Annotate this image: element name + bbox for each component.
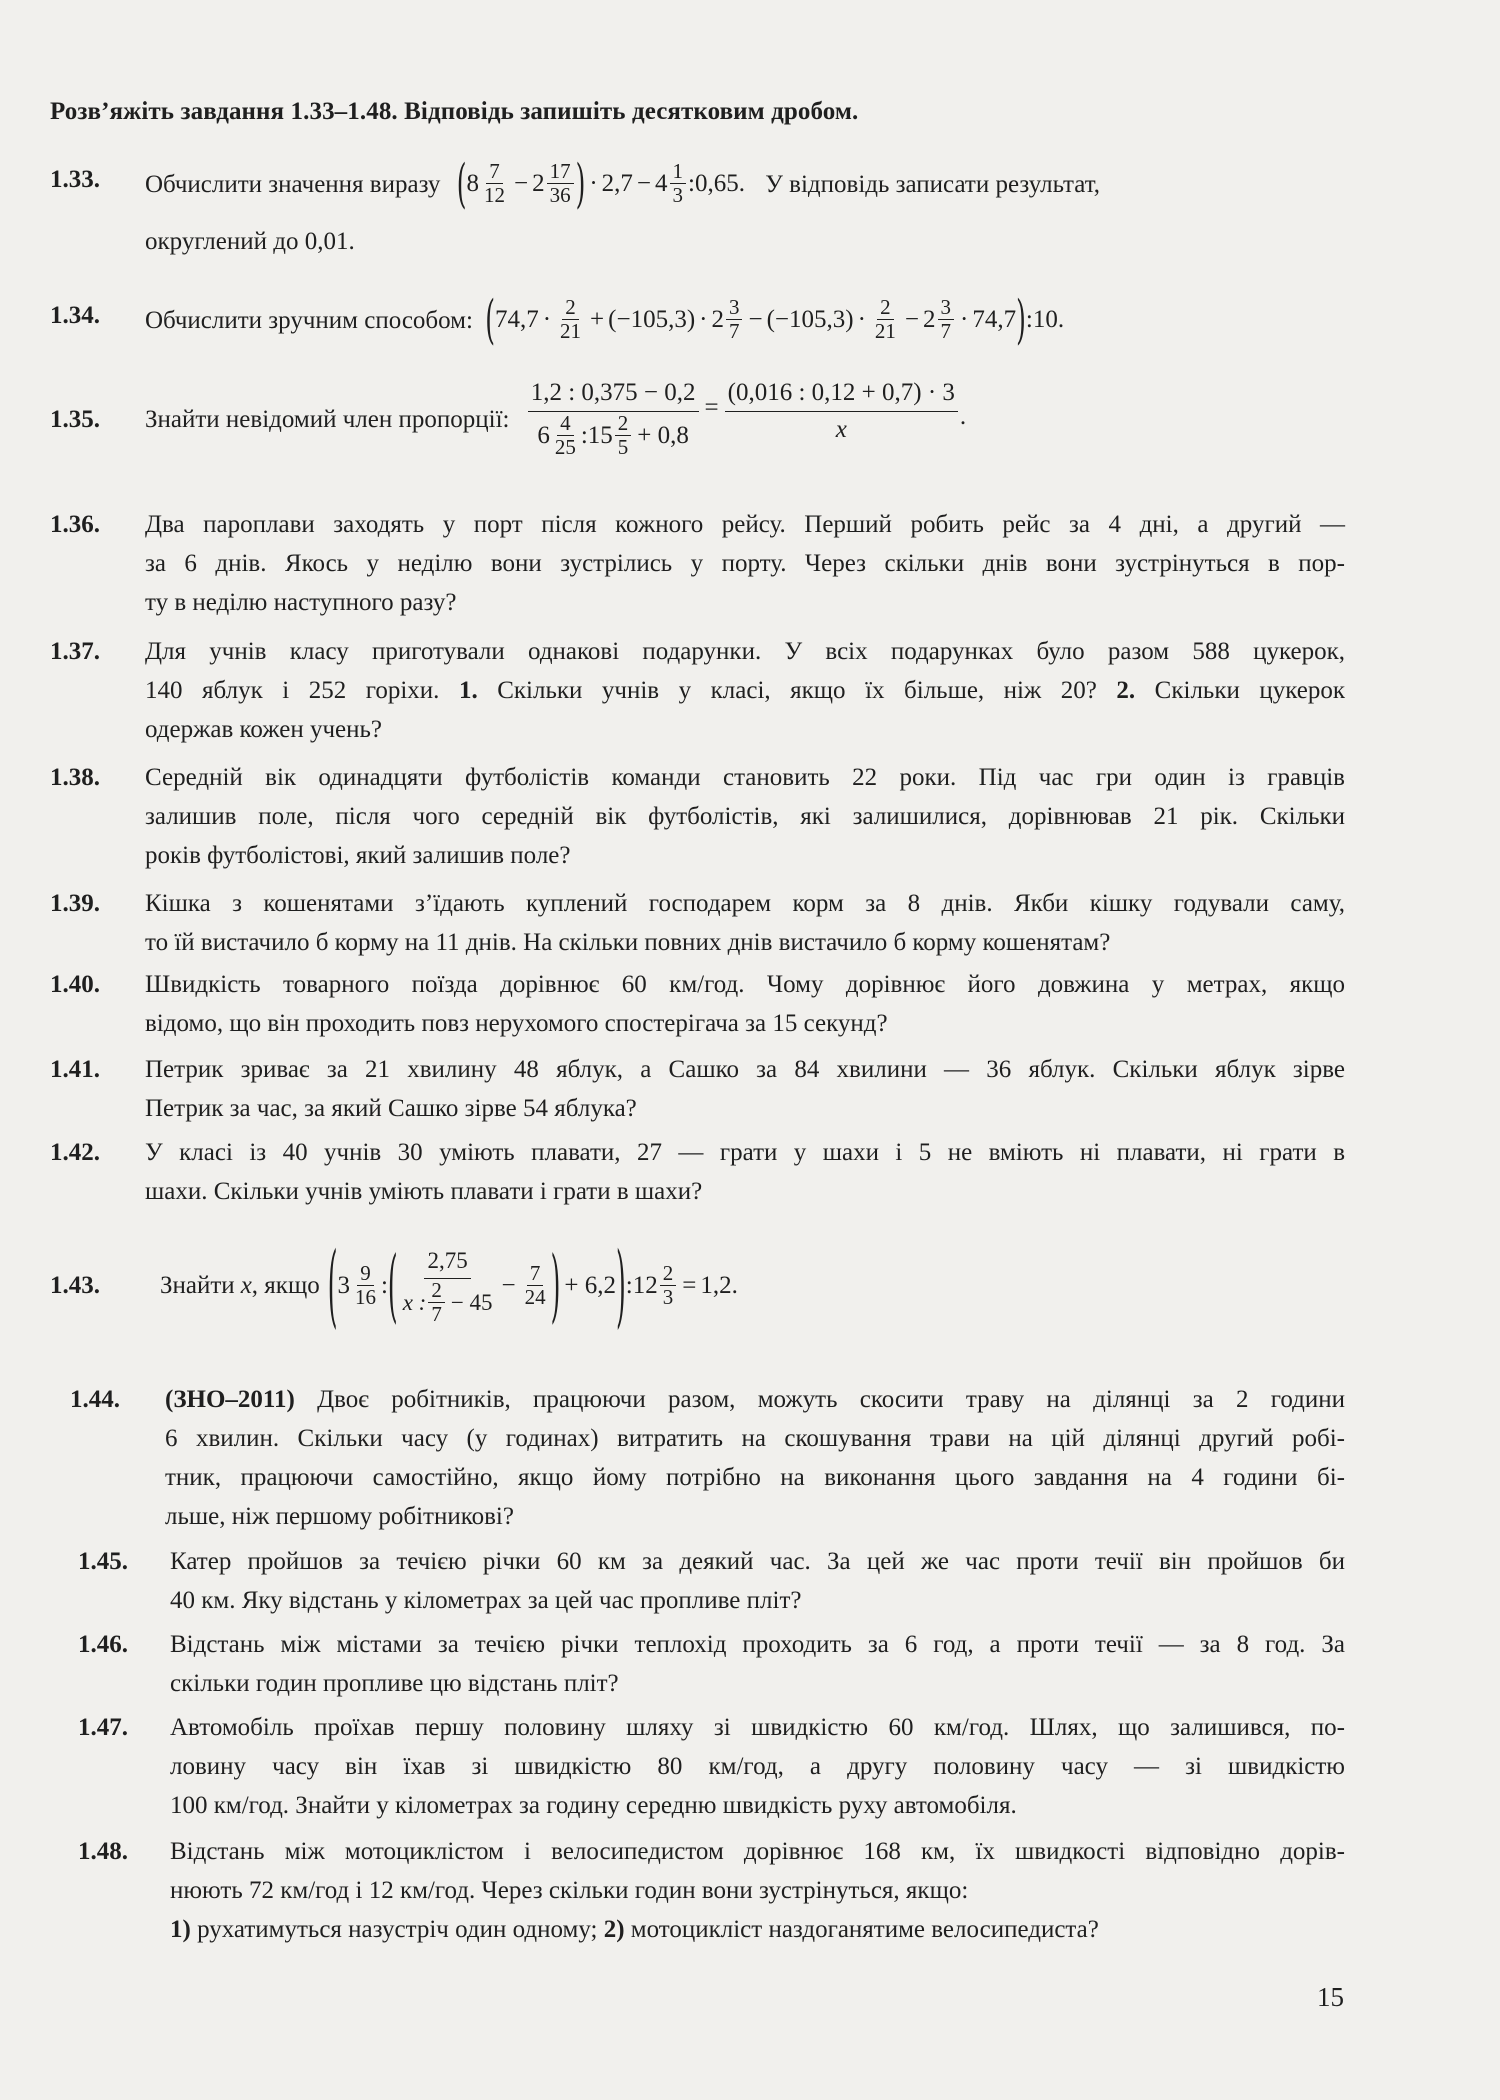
problem-1-40 <box>50 965 1350 1045</box>
problem-number: 1.34. <box>50 302 100 329</box>
problem-1-48 <box>50 1832 1350 1962</box>
problem-1-42 <box>50 1133 1350 1213</box>
problem-text-line: Відстань між мотоциклістом і велосипедистом дорівнює 168 км, їх швидкості відповідно дорів- <box>170 1838 1345 1865</box>
problem-text-line: Відстань між містами за течією річки теплохід проходить за 6 год, а проти течії — за 8 год. За <box>170 1631 1345 1658</box>
problem-text-line: 40 км. Яку відстань у кілометрах за цей час пропливе пліт? <box>170 1587 802 1614</box>
problem-number: 1.48. <box>78 1838 128 1865</box>
page-number: 15 <box>1317 1982 1344 2012</box>
problem-text-line: залишив поле, після чого середній вік футболістів, які залишилися, дорівнював 21 рік. Скільки <box>145 803 1345 830</box>
problem-1-47 <box>50 1708 1350 1828</box>
problem-1-46 <box>50 1625 1350 1705</box>
problem-text: , якщо <box>251 1271 320 1299</box>
problem-text-line: за 6 днів. Якось у неділю вони зустрілись у порту. Через скільки днів вони зустрінуться в пор- <box>145 550 1345 577</box>
problem-text: округлений до 0,01. <box>145 228 355 255</box>
problem-text-line: льше, ніж першому робітникові? <box>165 1503 514 1530</box>
problem-text: Обчислити зручним способом: <box>145 307 473 334</box>
problem-number: 1.40. <box>50 971 100 998</box>
problem-text-line: скільки годин пропливе цю відстань пліт? <box>170 1670 619 1697</box>
problem-text-line: 140 яблук і 252 горіхи. 1. Скільки учнів у класі, якщо їх більше, ніж 20? 2. Скільки цукерок <box>145 677 1345 704</box>
problem-number: 1.35. <box>50 406 100 433</box>
problem-text-line: Два пароплави заходять у порт після кожного рейсу. Перший робить рейс за 4 дні, а другий — <box>145 511 1345 538</box>
problem-text-line: У класі із 40 учнів 30 уміють плавати, 27 — грати у шахи і 5 не вміють ні плавати, ні грати в <box>145 1139 1345 1166</box>
problem-number: 1.38. <box>50 764 100 791</box>
math-expression: ( 3 $\frac{9}{16}$ : ( 2,75 x : $\frac{2}{7}$ − 45 − $\frac{7}{24}$ ) + 6,2 ) : 12 $\frac{2}{3}$ = 1,2 . <box>327 1232 738 1338</box>
problem-text-line: Кішка з кошенятами з’їдають куплений господарем корм за 8 днів. Якби кішку годували саму, <box>145 890 1345 917</box>
problem-text-line: Катер пройшов за течією річки 60 км за деякий час. За цей же час проти течії він пройшов би <box>170 1548 1345 1575</box>
problem-number: 1.44. <box>70 1386 120 1413</box>
problem-number: 1.37. <box>50 638 100 665</box>
problem-text-line: відомо, що він проходить повз нерухомого спостерігача за 15 секунд? <box>145 1010 888 1037</box>
problem-text: Знайти невідомий член пропорції: <box>145 406 510 433</box>
problem-1-41 <box>50 1050 1350 1130</box>
problem-1-33 <box>50 153 1350 260</box>
problem-text: У відповідь записати результат, <box>765 171 1100 198</box>
problem-number: 1.36. <box>50 511 100 538</box>
problem-text-line: нюють 72 км/год і 12 км/год. Через скільки годин вони зустрінуться, якщо: <box>170 1877 969 1904</box>
problem-number: 1.42. <box>50 1139 100 1166</box>
problem-number: 1.39. <box>50 890 100 917</box>
problem-text-line: тник, працюючи самостійно, якщо йому потрібно на виконання цього завдання на 4 години бі- <box>165 1464 1345 1491</box>
problem-text: Знайти <box>160 1271 235 1299</box>
math-expression: ( 8 $\frac{7}{12}$ − 2 $\frac{17}{36}$ ) · 2,7 − 4 $\frac{1}{3}$ : 0,65 . <box>456 153 745 214</box>
problem-text-line: Швидкість товарного поїзда дорівнює 60 км/год. Чому дорівнює його довжина у метрах, якщо <box>145 971 1345 998</box>
problem-1-38 <box>50 758 1350 878</box>
problem-text-line: ту в неділю наступного разу? <box>145 589 457 616</box>
problem-number: 1.47. <box>78 1714 128 1741</box>
problem-text-line: Автомобіль проїхав першу половину шляху зі швидкістю 60 км/год. Шлях, що залишився, по- <box>170 1714 1345 1741</box>
problem-text-line: 6 хвилин. Скільки часу (у годинах) витратить на скошування трави на цій ділянці другий робі- <box>165 1425 1345 1452</box>
problem-text-line: 1) рухатимуться назустріч один одному; 2) мотоцикліст наздоганятиме велосипедиста? <box>170 1916 1099 1943</box>
problem-1-36 <box>50 505 1350 625</box>
problem-number: 1.33. <box>50 166 100 193</box>
section-heading: Розв’яжіть завдання 1.33–1.48. Відповідь запишіть десятковим дробом. <box>50 98 859 125</box>
problem-1-39 <box>50 884 1350 964</box>
math-expression: 1,2 : 0,375 − 0,2 6 $\frac{4}{25}$ : 15 $\frac{2}{5}$ + 0,8 = $\frac{(0,016 : 0,12 + 0,7) \cdot 3}{x}$ . <box>526 375 966 459</box>
problem-1-45 <box>50 1542 1350 1622</box>
problem-text-line: Для учнів класу приготували однакові подарунки. У всіх подарунках було разом 588 цукерок, <box>145 638 1345 665</box>
problem-number: 1.45. <box>78 1548 128 1575</box>
problem-text-line: (ЗНО–2011) Двоє робітників, працюючи разом, можуть скосити траву на ділянці за 2 години <box>165 1386 1346 1413</box>
problem-1-43: 1.43. Знайти x , якщо ( 3 $\frac{9}{16}$ : ( 2,75 x : $\frac{2}{7}$ − 45 − $\frac{7}{24}$ ) + 6,2 ) : 12 $\frac{2}{3}$ = 1,2 . <box>50 1232 738 1338</box>
problem-text-line: ловину часу він їхав зі швидкістю 80 км/год, а другу половину часу — зі швидкістю <box>170 1753 1345 1780</box>
problem-text-line: років футболістові, який залишив поле? <box>145 842 571 869</box>
problem-1-37 <box>50 632 1350 752</box>
problem-1-44 <box>50 1380 1350 1540</box>
problem-text-line: шахи. Скільки учнів уміють плавати і грати в шахи? <box>145 1178 703 1205</box>
problem-text-line: Середній вік одинадцяти футболістів команди становить 22 роки. Під час гри один із гравців <box>145 764 1345 791</box>
problem-text-line: Петрик за час, за який Сашко зірве 54 яблука? <box>145 1095 637 1122</box>
problem-number: 1.43. <box>50 1272 100 1299</box>
problem-text-line: 100 км/год. Знайти у кілометрах за годину середню швидкість руху автомобіля. <box>170 1792 1017 1819</box>
problem-text-line: то їй вистачило б корму на 11 днів. На скільки повних днів вистачило б корму кошенятам? <box>145 929 1111 956</box>
problem-text-line: одержав кожен учень? <box>145 716 382 743</box>
problem-number: 1.41. <box>50 1056 100 1083</box>
problem-text: Обчислити значення виразу <box>145 171 441 198</box>
problem-text-line: Петрик зриває за 21 хвилину 48 яблук, а Сашко за 84 хвилини — 36 яблук. Скільки яблук зірве <box>145 1056 1345 1083</box>
problem-1-34 <box>50 290 1350 360</box>
problem-1-35 <box>50 375 1350 485</box>
math-expression: ( 74,7 · $\frac{2}{21}$ + (−105,3) · 2 $\frac{3}{7}$ − (−105,3) · $\frac{2}{21}$ − 2 $\frac{3}{7}$ · 74,7 ) : 10 . <box>485 289 1065 350</box>
problem-number: 1.46. <box>78 1631 128 1658</box>
